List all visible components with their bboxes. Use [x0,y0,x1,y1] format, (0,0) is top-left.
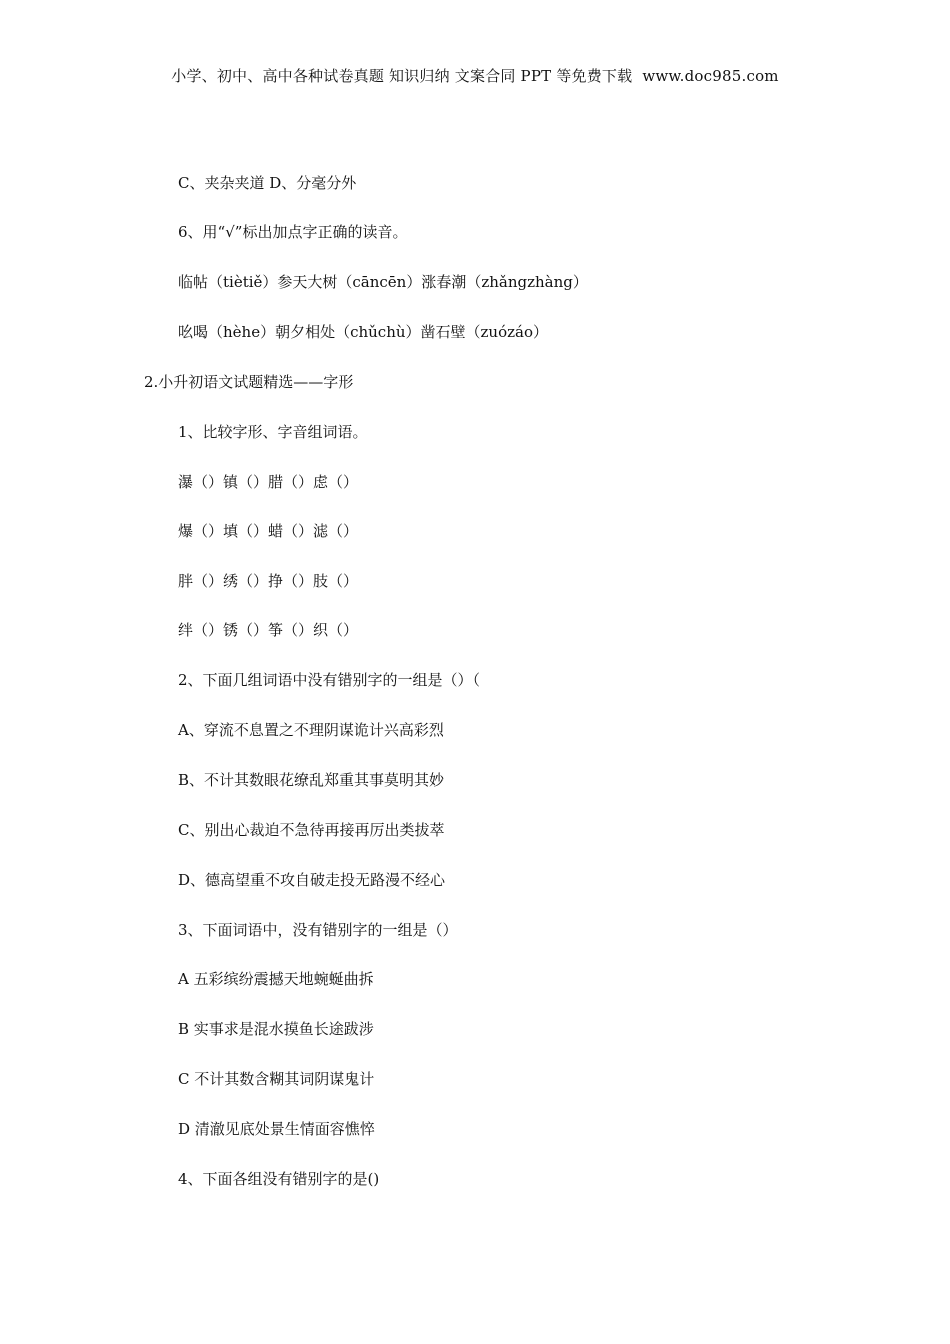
section-title: 2.小升初语文试题精选——字形 [144,373,354,391]
option-c-line: C、夹杂夹道 D、分毫分外 [178,174,357,192]
q3-option-b: B 实事求是混水摸鱼长途跋涉 [178,1020,374,1038]
page-header [0,66,950,86]
char-row-3: 胖（）绣（）挣（）肢（） [178,572,359,590]
q3-option-d: D 清澈见底处景生情面容憔悴 [178,1120,375,1138]
header-text: 小学、初中、高中各种试卷真题 知识归纳 文案合同 PPT 等免费下载 [171,67,633,85]
q3-option-a: A 五彩缤纷震撼天地蜿蜒曲拆 [178,970,374,988]
header-site: www.doc985.com [642,67,779,85]
q2-option-b: B、不计其数眼花缭乱郑重其事莫明其妙 [178,771,445,789]
char-row-2: 爆（）填（）蜡（）滤（） [178,522,359,540]
char-row-1: 瀑（）镇（）腊（）虑（） [178,473,359,491]
q2-option-c: C、别出心裁迫不急待再接再厉出类拔萃 [178,821,445,839]
question-6: 6、用“√”标出加点字正确的读音。 [178,223,408,241]
q3-option-c: C 不计其数含糊其词阴谋鬼计 [178,1070,375,1088]
q2-option-a: A、穿流不息置之不理阴谋诡计兴高彩烈 [178,721,444,739]
question-3: 3、下面词语中，没有错别字的一组是（） [178,921,458,939]
pinyin-line-1: 临帖（tiètiě）参天大树（cāncēn）涨春潮（zhǎngzhàng） [178,273,588,291]
question-2: 2、下面几组词语中没有错别字的一组是（）（ [178,671,481,689]
q2-option-d: D、德高望重不攻自破走投无路漫不经心 [178,871,446,889]
question-4: 4、下面各组没有错别字的是() [178,1170,380,1188]
pinyin-line-2: 吆喝（hèhe）朝夕相处（chǔchù）凿石壁（zuózáo） [178,323,548,341]
question-1: 1、比较字形、字音组词语。 [178,423,368,441]
char-row-4: 绊（）锈（）筝（）织（） [178,621,359,639]
